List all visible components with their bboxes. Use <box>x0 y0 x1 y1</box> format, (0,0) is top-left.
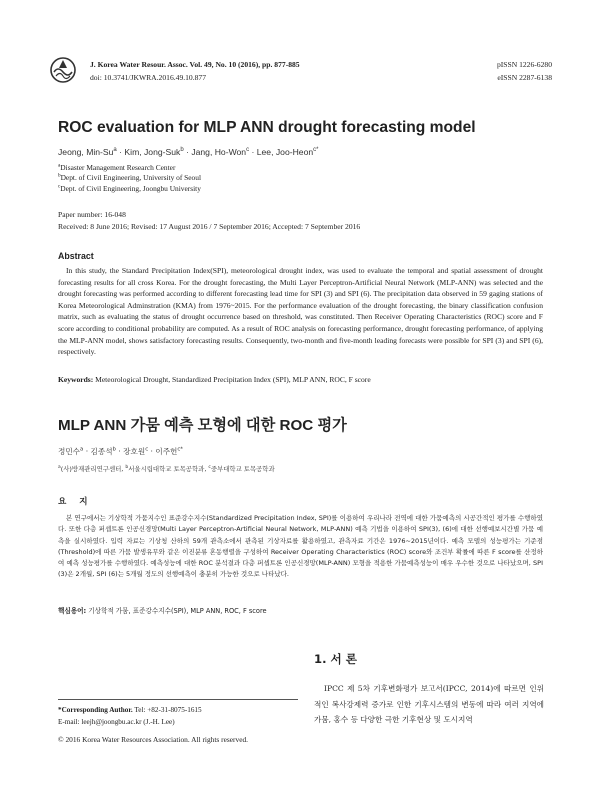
author-name: 이주헌 <box>155 447 178 456</box>
abstract-body: In this study, the Standard Precipitation Index(SPI), meteorological drought index, was used to evaluate the temporal and spatial assessment of drought forecasting results for all cross Korea. For the drought forecasting, the Multi Layer Perceptron-Artificial Neural Network (MLP-ANN) was selected and the drought forecasting was performed according to different forecasting lead time for SPI (3) and SPI (6). The precipitation data observed in 59 gaging stations of Korea Meteorological Adminstration (KMA) from 1976~2015. For the performance evaluation of the drought forecasting, the binary classification confusion matrix, such as evaluating the status of drought occurrence based on threshold, was constituted. Then Receiver Operating Characteristics (ROC) score and F score according to conditional probability are computed. As a result of ROC analysis on forecasting performance, drought forecasting performance, of applying the MLP-ANN model, shows satisfactory forecasting results. Consequently, two-month and five-month leading forecasts were possible for SPI (3) and SPI (6), respectively. <box>58 266 543 357</box>
affiliation-item <box>58 163 201 173</box>
author-name: Jeong, Min-Su <box>58 147 114 157</box>
author-list-ko: 정민수$^a$ · 김종석$^b$ · 장호원$^c$ · 이주헌$^{c*}$ <box>58 446 183 456</box>
keywords-ko <box>58 605 543 615</box>
author-sup: c <box>246 147 250 154</box>
affiliation-text: Dept. of Civil Engineering, University of Seoul <box>60 173 201 183</box>
journal-logo-icon <box>48 54 78 86</box>
paper-title-ko: MLP ANN 가뭄 예측 모형에 대한 ROC 평가 <box>58 417 347 434</box>
keywords-label-ko: 핵심용어: <box>58 607 87 615</box>
author-name: Lee, Joo-Heon <box>256 147 314 157</box>
affiliation-text: Disaster Management Research Center <box>60 163 176 172</box>
affiliation-sup: a <box>58 162 61 169</box>
section-body: IPCC 제 5차 기후변화평가 보고서(IPCC, 2014)에 따르면 인위적인 복사강제력 증가로 인한 기후시스템의 변동에 따라 여러 지역에 가뭄, 홍수 등 다양한 극한 기후현상 및 도시지역 <box>314 684 544 725</box>
section-heading: 1. 서 론 <box>314 652 357 666</box>
affiliation-text: 서울시립대학교 토목공학과, <box>128 465 207 473</box>
keywords-en <box>58 375 543 384</box>
affiliation-list-ko <box>58 464 275 473</box>
affiliation-sup: c <box>208 464 211 470</box>
copyright: © 2016 Korea Water Resources Association. All rights reserved. <box>58 735 249 744</box>
affiliation-sup: c <box>58 183 61 190</box>
summary-body-ko: 본 연구에서는 기상학적 가뭄지수인 표준강수지수(Standardized Precipitation Index, SPI)를 이용하여 우리나라 전역에 대한 가뭄예측의 시공간적인 평가를 수행하였다. 또한 다층 퍼셉트론 인공신경망(Multi Layer Perceptron-Artificial Neural Network, MLP-ANN) 예측 기법을 이용하여 SPI(3), (6)에 대한 선행예보시간별 가뭄 예측을 실시하였다. 입력 자료는 기상청 산하의 59개 관측소에서 관측된 기상자료를 활용하였고, 관측자료 기간은 1976~2015년이다. 예측 모델의 성능평가는 기준점(Threshold)에 따른 가뭄 발생유무와 같은 이진분류 혼동행렬을 구성하여 Receiver Operating Characteristics (ROC) score와 조건부 확률에 따른 F score를 산정하여 예측 성능평가를 수행하였다. 예측성능에 대한 ROC 분석결과 다층 퍼셉트론 인공신경망(MLP-ANN) 모형을 적용한 가뭄예측성능이 매우 우수한 것으로 나타났으며, SPI (3)은 2개월, SPI (6)는 5개월 정도의 선행예측이 충분히 가능한 것으로 나타났다. <box>58 514 543 579</box>
author-name: Jang, Ho-Won <box>191 147 247 157</box>
eissn: eISSN 2287-6138 <box>497 73 552 82</box>
journal-citation: J. Korea Water Resour. Assoc. Vol. 49, No. 10 (2016), pp. 877-885 <box>90 60 300 69</box>
author-sup: a <box>113 147 117 154</box>
footnote-email[interactable]: E-mail: leejh@joongbu.ac.kr (J.-H. Lee) <box>58 718 175 726</box>
author-sup: a <box>80 446 84 453</box>
affiliation-text: 중부대학교 토목공학과 <box>210 465 275 473</box>
affiliation-list-en <box>58 163 201 194</box>
doi[interactable]: doi: 10.3741/JKWRA.2016.49.10.877 <box>90 73 207 82</box>
affiliation-text: Dept. of Civil Engineering, Joongbu University <box>60 183 201 193</box>
paper-title-en: ROC evaluation for MLP ANN drought forecasting model <box>58 119 476 136</box>
affiliation-item <box>58 184 201 194</box>
affiliation-sup: b <box>58 172 61 179</box>
keywords-label: Keywords: <box>58 375 94 384</box>
paper-number: Paper number: 16-048 <box>58 210 126 219</box>
keywords-text: Meteorological Drought, Standardized Precipitation Index (SPI), MLP ANN, ROC, F score <box>95 375 371 384</box>
affiliation-text: (사)방재관리연구센터, <box>60 465 124 473</box>
paper-info <box>58 209 360 232</box>
affiliation-sup: a <box>58 464 61 470</box>
author-list-en: Jeong, Min-$Su^a$ · Kim, Jong-Suk$^b$ · Jang, Ho-Won$^c$ · Lee, Joo-Heon$^{c*}$ <box>58 147 319 157</box>
keywords-text-ko: 기상학적 가뭄, 표준강수지수(SPI), MLP ANN, ROC, F score <box>88 607 267 615</box>
author-name: 장호원 <box>123 447 146 456</box>
corresponding-author-footnote <box>58 704 202 728</box>
pissn: pISSN 1226-6280 <box>496 60 552 69</box>
footnote-divider <box>58 699 298 700</box>
footnote-tel: Tel: +82-31-8075-1615 <box>134 706 202 714</box>
paper-dates: Received: 8 June 2016; Revised: 17 August 2016 / 7 September 2016; Accepted: 7 September 2016 <box>58 221 361 231</box>
author-sup: c <box>145 446 149 453</box>
footnote-label: *Corresponding Author. <box>58 706 133 714</box>
author-sup: c* <box>313 147 319 154</box>
summary-heading-ko: 요 지 <box>58 497 93 507</box>
journal-header <box>48 54 552 90</box>
abstract-heading: Abstract <box>58 251 94 261</box>
journal-info <box>90 58 300 84</box>
author-name: 정민수 <box>58 447 81 456</box>
author-sup: c* <box>177 446 183 453</box>
author-name: Kim, Jong-Suk <box>124 147 181 157</box>
affiliation-item <box>58 173 201 183</box>
author-sup: b <box>180 147 184 154</box>
issn-info <box>497 58 552 84</box>
affiliation-sup: b <box>125 464 129 470</box>
author-name: 김종석 <box>90 447 113 456</box>
author-sup: b <box>112 446 116 453</box>
